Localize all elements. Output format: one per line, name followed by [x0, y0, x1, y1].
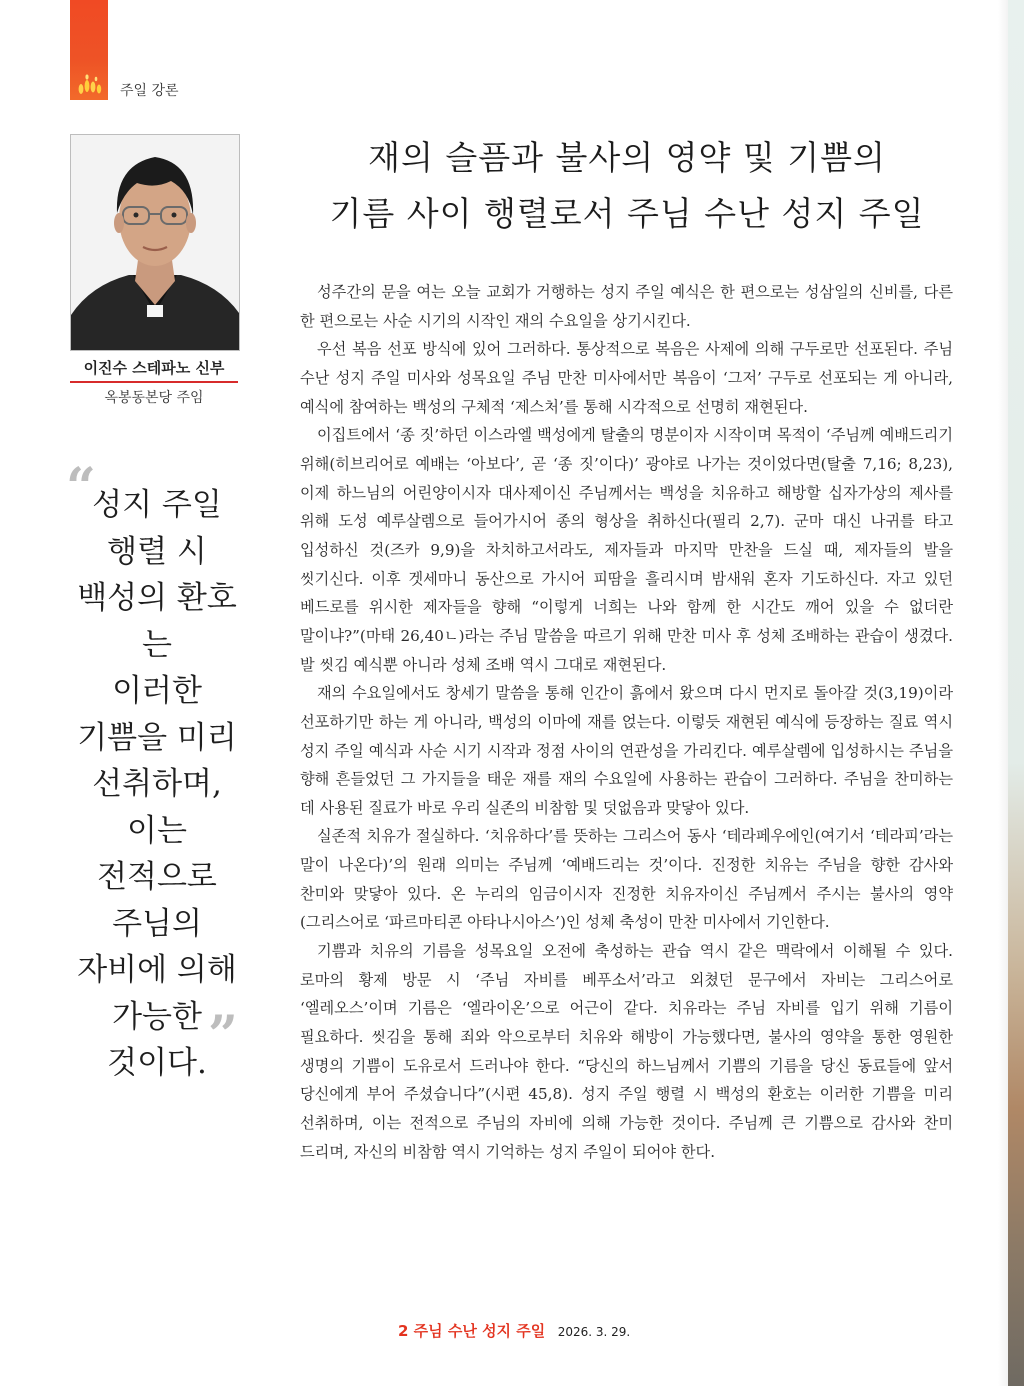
article-title — [282, 130, 972, 242]
pull-quote-line: 이러한 — [112, 673, 202, 709]
article-body — [300, 278, 953, 1166]
pull-quote — [66, 482, 248, 1087]
footer-page-label: 2 주님 수난 성지 주일 — [398, 1322, 546, 1340]
pull-quote-line: 행렬 시 — [107, 533, 207, 570]
author-role: 옥봉동본당 주임 — [104, 390, 204, 406]
pull-quote-line: 기쁨을 미리 — [77, 719, 237, 756]
pull-quote-line: 전적으로 — [97, 859, 217, 895]
article-paragraph: 재의 수요일에서도 창세기 말씀을 통해 인간이 흙에서 왔으며 다시 먼지로 돌아갈 것(3,19)이라 선포하기만 하는 게 아니라, 백성의 이마에 재를 얹는다. 이렇듯 재현된 예식에 등장하는 질료 역시 성지 주일 예식과 사순 시기 시작과 정점 사이의 연관성을 가리킨다. 예루살렘에 입성하시는 주님을 향해 흔들었던 그 가지들을 태운 재를 재의 수요일에 사용하는 관습이 그러하다. 주님을 찬미하는 데 사용된 질료가 바로 우리 실존의 비참함 및 덧없음과 맞닿아 있다. — [300, 684, 953, 817]
article-paragraph: 우선 복음 선포 방식에 있어 그러하다. 통상적으로 복음은 사제에 의해 구두로만 선포된다. 주님 수난 성지 주일 미사와 성목요일 주님 만찬 미사에서만 복음이 ‘그저’ 구두로 선포되는 게 아니라, 예식에 참여하는 백성의 구체적 ‘제스처’를 통해 시각적으로 선명히 재현된다. — [300, 340, 953, 416]
pull-quote-line: 선취하며, — [92, 766, 222, 802]
article-paragraph: 실존적 치유가 절실하다. ‘치유하다’를 뜻하는 그리스어 동사 ‘테라페우에인(여기서 ‘테라피’라는 말이 나온다)’의 원래 의미는 주님께 ‘예배드리는 것’이다. 진정한 치유는 주님을 향한 감사와 찬미와 맞닿아 있다. 온 누리의 임금이시자 진정한 치유자이신 주님께서 주시는 불사의 영약(그리스어로 ‘파르마티콘 아타나시아스’)인 성체 축성이 만찬 미사에서 기인한다. — [300, 827, 953, 932]
article-paragraph: 이집트에서 ‘종 짓’하던 이스라엘 백성에게 탈출의 명분이자 시작이며 목적이 ‘주님께 예배드리기 위해(히브리어로 예배는 ‘아보다’, 곧 ‘종 짓’이다)’ 광야로 나가는 것이었다면(탈출 7,16; 8,23), 이제 하느님의 어린양이시자 대사제이신 주님께서는 백성을 치유하고 해방할 십자가상의 제사를 위해 도성 예루살렘으로 들어가시어 종의 형상을 취하신다(필리 2,7). 군마 대신 나귀를 타고 입성하신 것(즈카 9,9)을 차치하고서라도, 제자들과 마지막 만찬을 드실 때, 제자들의 발을 씻기신다. 이후 겟세마니 동산으로 가시어 피땀을 흘리시며 밤새워 혼자 기도하신다. 자고 있던 베드로를 위시한 제자들을 향해 “이렇게 너희는 나와 함께 한 시간도 깨어 있을 수 없더란 말이냐?”(마태 26,40ㄴ)라는 주님 말씀을 따르기 위해 만찬 미사 후 성체 조배하는 관습이 생겼다. 발 씻김 예식뿐 아니라 성체 조배 역시 그대로 재현된다. — [300, 426, 953, 674]
pull-quote-line: 가능한 — [112, 998, 202, 1035]
article-paragraph: 기쁨과 치유의 기름을 성목요일 오전에 축성하는 관습 역시 같은 맥락에서 이해될 수 있다. 로마의 황제 방문 시 ‘주님 자비를 베푸소서’라고 외쳤던 문구에서 자비는 그리스어로 ‘엘레오스’이며 기름은 ‘엘라이온’으로 어근이 같다. 치유라는 주님 자비를 입기 위해 기름이 필요하다. 씻김을 통해 죄와 악으로부터 치유와 해방이 가능했다면, 불사의 영약을 통한 영원한 생명의 기쁨이 도유로서 드러나야 한다. “당신의 하느님께서 기쁨의 기름을 당신 동료들에 앞서 당신에게 부어 주셨습니다”(시편 45,8). 성지 주일 행렬 시 백성의 환호는 이러한 기쁨을 미리 선취하며, 이는 전적으로 주님의 자비에 의해 가능한 것이다. 주님께 큰 기쁨으로 감사와 찬미 드리며, 자신의 비참함 역시 기억하는 성지 주일이 되어야 한다. — [300, 942, 953, 1161]
pull-quote-line: 것이다. — [107, 1045, 207, 1081]
pull-quote-line: 자비에 의해 — [77, 952, 237, 988]
page-edge-photo-strip — [1008, 0, 1024, 1386]
pull-quote-line: 주님의 — [112, 905, 202, 942]
author-divider — [70, 381, 238, 383]
article-title-line: 기름 사이 행렬로서 주님 수난 성지 주일 — [329, 194, 925, 233]
pull-quote-line: 백성의 환호는 — [77, 580, 237, 663]
footer-date: 2026. 3. 29. — [557, 1325, 631, 1339]
page-footer — [398, 1320, 630, 1341]
close-quote-mark: ” — [208, 1005, 238, 1066]
candle-flames-icon — [76, 70, 104, 96]
open-quote-mark: “ — [66, 457, 96, 518]
pull-quote-line: 성지 주일 — [92, 487, 222, 523]
section-label: 주일 강론 — [120, 83, 179, 99]
article-title-line: 재의 슬픔과 불사의 영약 및 기쁨의 — [368, 138, 886, 177]
pull-quote-line: 이는 — [127, 812, 187, 849]
author-name: 이진수 스테파노 신부 — [83, 359, 225, 377]
author-portrait — [70, 134, 240, 351]
article-paragraph: 성주간의 문을 여는 오늘 교회가 거행하는 성지 주일 예식은 한 편으로는 성삼일의 신비를, 다른 한 편으로는 사순 시기의 시작인 재의 수요일을 상기시킨다. — [300, 283, 953, 330]
